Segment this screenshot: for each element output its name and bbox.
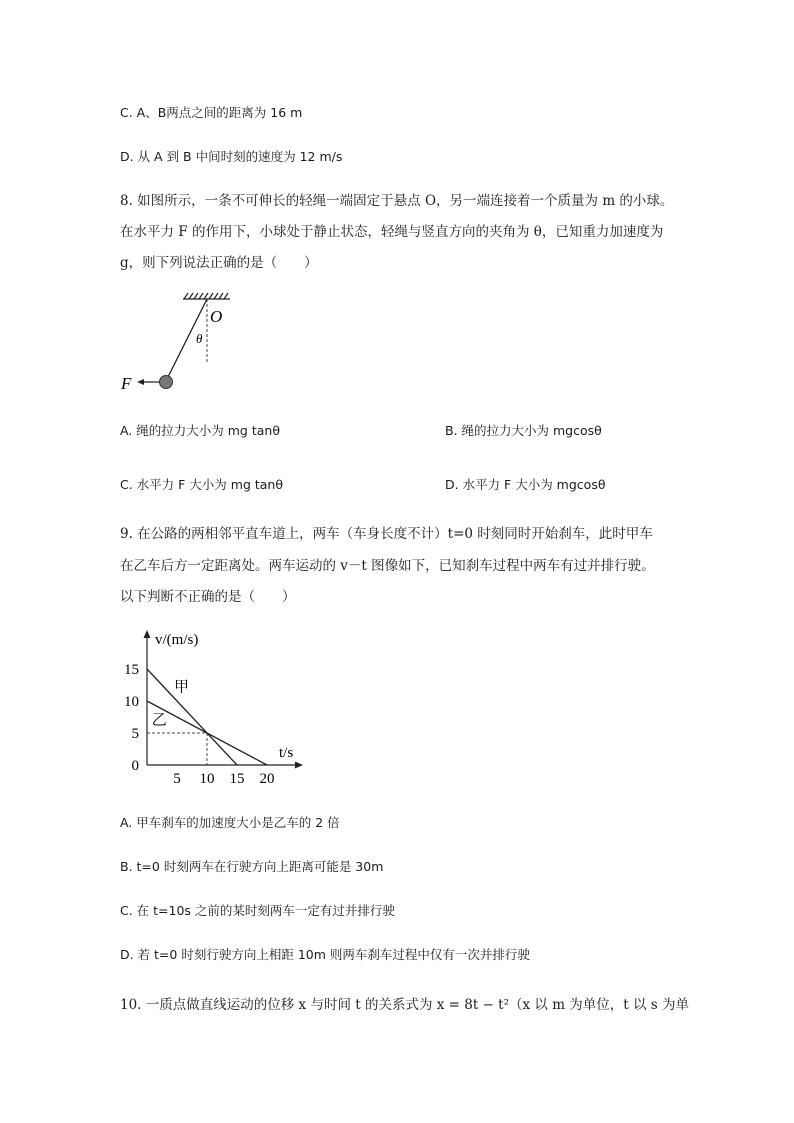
x-tick-label: 20 — [259, 771, 275, 787]
ceiling-hatch — [183, 293, 230, 299]
q10-stem-line1: 10. 一质点做直线运动的位移 x 与时间 t 的关系式为 x = 8t − t²（x 以 m 为单位，t 以 s 为单 — [120, 997, 690, 1013]
q8-option-d: D. 水平力 F 大小为 mgcosθ — [445, 477, 606, 492]
q9-option-d: D. 若 t=0 时刻行驶方向上相距 10m 则两车刹车过程中仅有一次并排行驶 — [120, 947, 530, 962]
vt-chart — [112, 628, 312, 788]
label-theta: θ — [196, 331, 203, 346]
q8-stem-line1: 8. 如图所示，一条不可伸长的轻绳一端固定于悬点 O，另一端连接着一个质量为 m 的小球。 — [120, 193, 674, 209]
q8-option-a: A. 绳的拉力大小为 mg tanθ — [120, 423, 280, 438]
x-tick-label: 10 — [199, 771, 215, 787]
q8-stem-line3: g，则下列说法正确的是（ ） — [120, 255, 318, 271]
q8-stem-line2: 在水平力 F 的作用下，小球处于静止状态，轻绳与竖直方向的夹角为 θ，已知重力加速度为 — [120, 224, 664, 240]
q9-stem-line2: 在乙车后方一定距离处。两车运动的 v－t 图像如下，已知刹车过程中两车有过并排行驶。 — [120, 558, 655, 574]
y-tick-label: 15 — [124, 662, 139, 678]
ball — [160, 376, 173, 389]
y-tick-label: 0 — [131, 758, 139, 774]
y-tick-label: 5 — [131, 726, 139, 742]
q9-option-b: B. t=0 时刻两车在行驶方向上距离可能是 30m — [120, 859, 384, 874]
y-tick-label: 10 — [124, 694, 139, 710]
series-label-yi: 乙 — [151, 712, 167, 729]
y-axis-arrow — [144, 630, 151, 638]
x-tick-label: 5 — [173, 771, 181, 787]
q9-stem-line3: 以下判断不正确的是（ ） — [120, 589, 296, 605]
y-axis-label: v/(m/s) — [155, 632, 199, 648]
pendulum-figure — [115, 290, 245, 400]
q9-option-c: C. 在 t=10s 之前的某时刻两车一定有过并排行驶 — [120, 903, 395, 918]
x-axis-label: t/s — [279, 745, 294, 761]
q8-option-c: C. 水平力 F 大小为 mg tanθ — [120, 477, 284, 492]
x-tick-label: 15 — [229, 771, 245, 787]
x-axis-arrow — [295, 762, 303, 769]
q7-option-d: D. 从 A 到 B 中间时刻的速度为 12 m/s — [120, 149, 343, 164]
series-label-jia: 甲 — [174, 679, 190, 696]
label-o: O — [210, 307, 223, 326]
q9-option-a: A. 甲车刹车的加速度大小是乙车的 2 倍 — [120, 815, 340, 830]
q7-option-c: C. A、B两点之间的距离为 16 m — [120, 105, 303, 120]
label-f: F — [121, 374, 132, 393]
force-arrowhead — [137, 379, 144, 385]
q9-stem-line1: 9. 在公路的两相邻平直车道上，两车（车身长度不计）t=0 时刻同时开始刹车，此时甲车 — [120, 526, 653, 542]
q8-option-b: B. 绳的拉力大小为 mgcosθ — [445, 423, 602, 438]
